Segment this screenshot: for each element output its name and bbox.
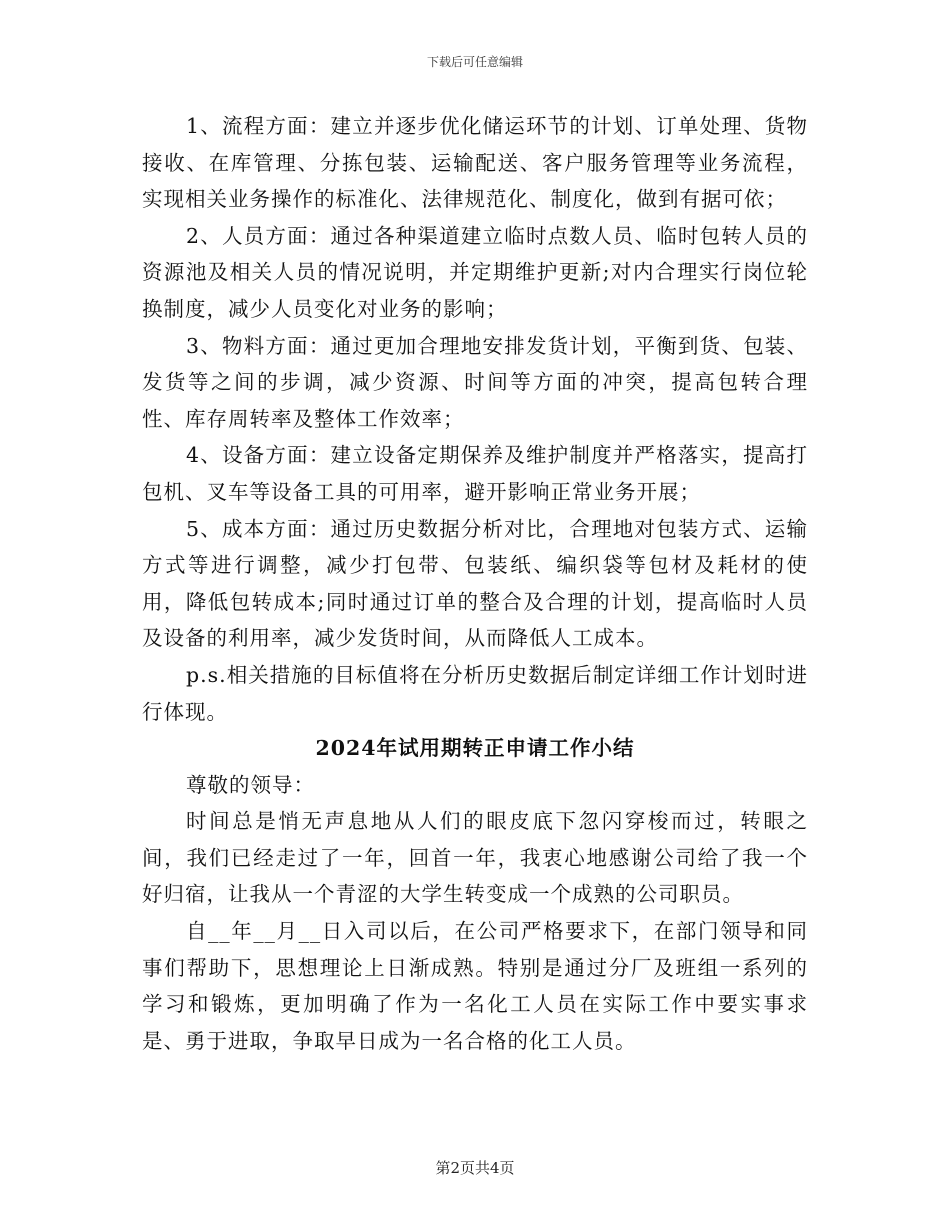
section-title: 2024年试用期转正申请工作小结 bbox=[315, 736, 635, 761]
paragraph-reflection: 时间总是悄无声息地从人们的眼皮底下忽闪穿梭而过，转眼之间，我们已经走过了一年，回首一年，我衷心地感谢公司给了我一个好归宿，让我从一个青涩的大学生转变成一个成熟的公司职员。 bbox=[142, 809, 808, 907]
paragraph-process: 1、流程方面：建立并逐步优化储运环节的计划、订单处理、货物接收、在库管理、分拣包装、运输配送、客户服务管理等业务流程，实现相关业务操作的标准化、法律规范化、制度化，做到有据可依； bbox=[142, 114, 808, 212]
paragraph-salutation: 尊敬的领导： bbox=[186, 772, 315, 797]
document-body bbox=[142, 108, 808, 1059]
paragraph-materials: 3、物料方面：通过更加合理地安排发货计划，平衡到货、包装、发货等之间的步调，减少资源、时间等方面的冲突，提高包转合理性、库存周转率及整体工作效率； bbox=[142, 333, 808, 431]
paragraph-cost: 5、成本方面：通过历史数据分析对比，合理地对包装方式、运输方式等进行调整，减少打包带、包装纸、编织袋等包材及耗材的使用，降低包转成本;同时通过订单的整合及合理的计划，提高临时人员及设备的利用率，减少发货时间，从而降低人工成本。 bbox=[142, 516, 808, 651]
page-header: 下载后可任意编辑 bbox=[426, 55, 523, 69]
paragraph-ps-note: p.s.相关措施的目标值将在分析历史数据后制定详细工作计划时进行体现。 bbox=[142, 662, 808, 724]
paragraph-equipment: 4、设备方面：建立设备定期保养及维护制度并严格落实，提高打包机、叉车等设备工具的可用率，避开影响正常业务开展； bbox=[142, 443, 808, 504]
paragraph-personnel: 2、人员方面：通过各种渠道建立临时点数人员、临时包转人员的资源池及相关人员的情况说明，并定期维护更新;对内合理实行岗位轮换制度，减少人员变化对业务的影响； bbox=[142, 223, 808, 321]
paragraph-onboarding: 自__年__月__日入司以后，在公司严格要求下，在部门领导和同事们帮助下，思想理论上日渐成熟。特别是通过分厂及班组一系列的学习和锻炼，更加明确了作为一名化工人员在实际工作中要实事求是、勇于进取，争取早日成为一名合格的化工人员。 bbox=[142, 919, 808, 1053]
page-number: 第2页共4页 bbox=[435, 1159, 515, 1177]
